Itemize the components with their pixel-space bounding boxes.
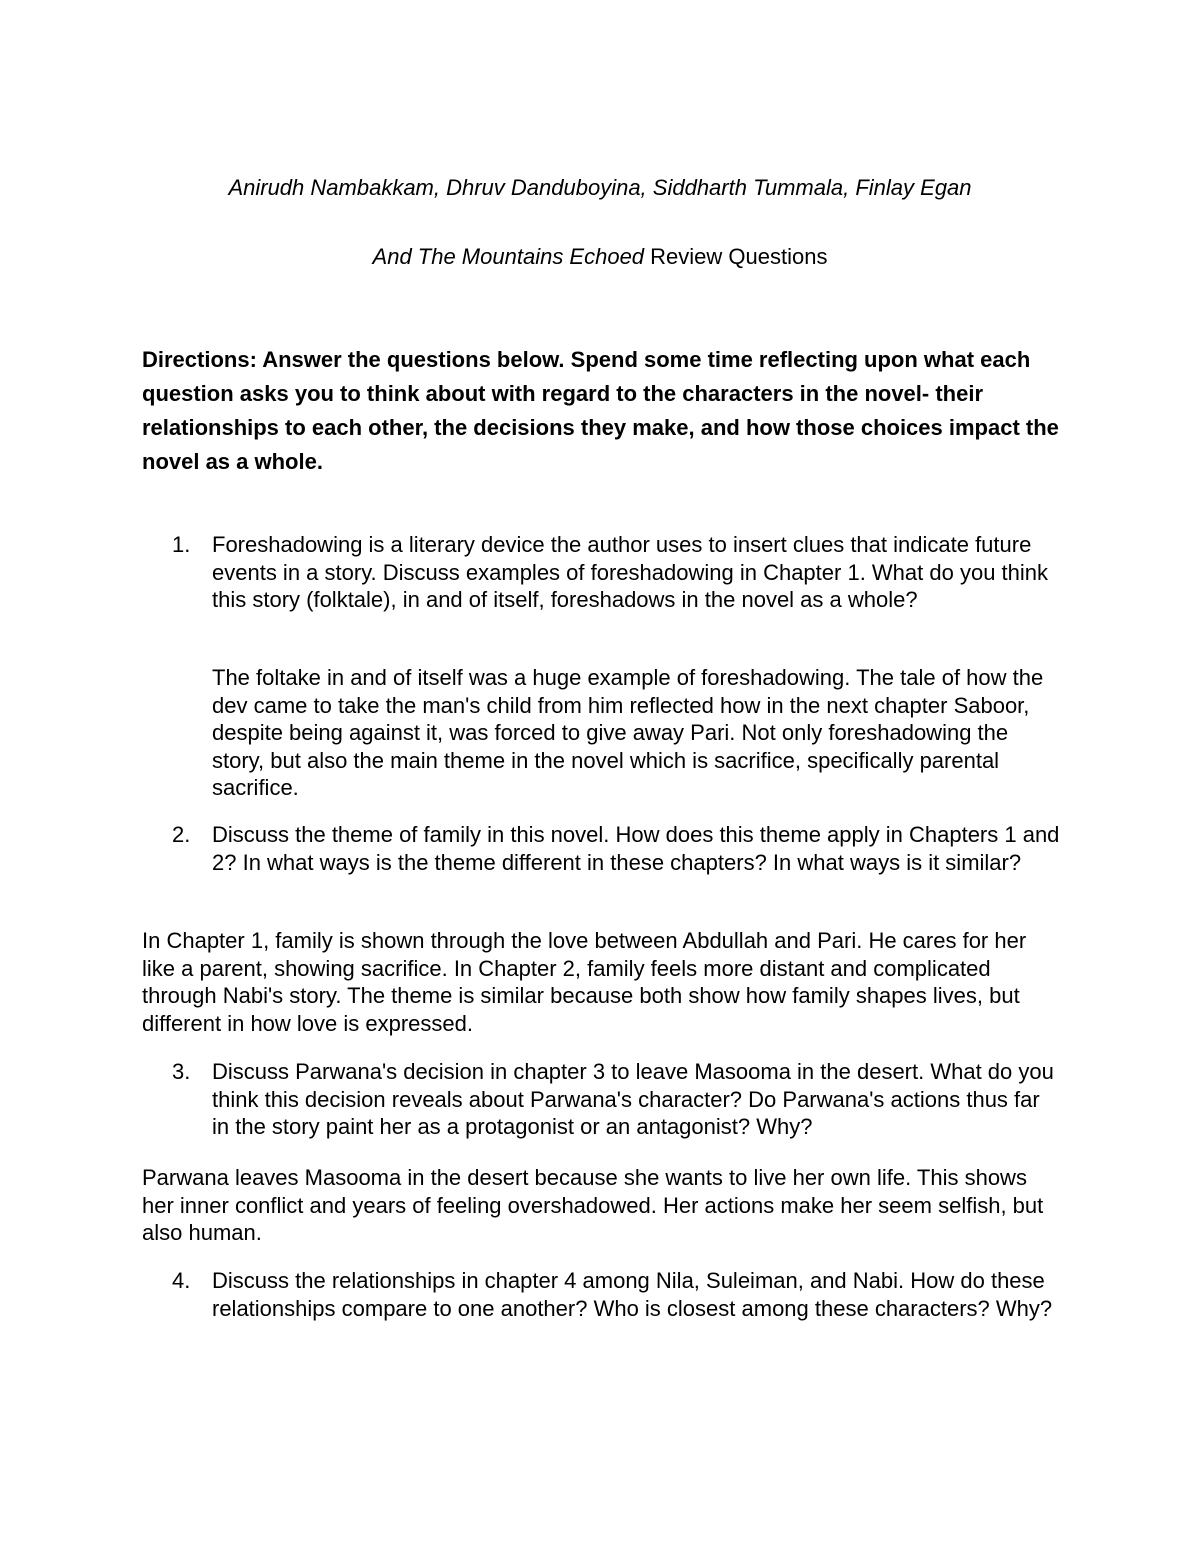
author-names: Anirudh Nambakkam, Dhruv Danduboyina, Siddharth Tummala, Finlay Egan [228, 175, 972, 200]
title-suffix: Review Questions [644, 244, 828, 269]
question-4 [172, 1267, 1062, 1322]
question-number: 2. [172, 822, 191, 847]
question-text: Discuss the theme of family in this novel. How does this theme apply in Chapters 1 and 2? In what ways is the theme different in these chapters? In what ways is it similar? [212, 822, 1060, 875]
question-number: 1. [172, 532, 191, 557]
question-number: 3. [172, 1059, 191, 1084]
answer-3: Parwana leaves Masooma in the desert because she wants to live her own life. This shows her inner conflict and years of feeling overshadowed. Her actions make her seem selfish, but also human. [142, 1165, 1044, 1245]
question-text: Discuss the relationships in chapter 4 among Nila, Suleiman, and Nabi. How do these relationships compare to one another? Who is closest among these characters? Why? [212, 1268, 1053, 1321]
question-1 [172, 531, 1062, 614]
book-title: And The Mountains Echoed [372, 244, 645, 269]
answer-2: In Chapter 1, family is shown through the love between Abdullah and Pari. He cares for her like a parent, showing sacrifice. In Chapter 2, family feels more distant and complicated through Nabi's story. The theme is similar because both show how family shapes lives, but different in how love is expressed. [142, 928, 1027, 1036]
question-text: Foreshadowing is a literary device the author uses to insert clues that indicate future events in a story. Discuss examples of foreshadowing in Chapter 1. What do you think this story (folktale), in and of itself, foreshadows in the novel as a whole? [212, 532, 1049, 612]
document-title [0, 243, 1200, 271]
question-number: 4. [172, 1268, 191, 1293]
answer-1: The foltake in and of itself was a huge example of foreshadowing. The tale of how the dev came to take the man's child from him reflected how in the next chapter Saboor, despite being against it, was forced to give away Pari. Not only foreshadowing the story, but also the main theme in the novel which is sacrifice, specifically parental sacrifice. [212, 665, 1044, 800]
question-2 [172, 821, 1062, 876]
question-text: Discuss Parwana's decision in chapter 3 to leave Masooma in the desert. What do you think this decision reveals about Parwana's character? Do Parwana's actions thus far in the story paint her as a protagonist or an antagonist? Why? [212, 1059, 1054, 1139]
directions-paragraph: Directions: Answer the questions below. Spend some time reflecting upon what each question asks you to think about with regard to the characters in the novel- their relationships to each other, the decisions they make, and how those choices impact the novel as a whole. [142, 347, 1059, 474]
question-3 [172, 1058, 1062, 1141]
